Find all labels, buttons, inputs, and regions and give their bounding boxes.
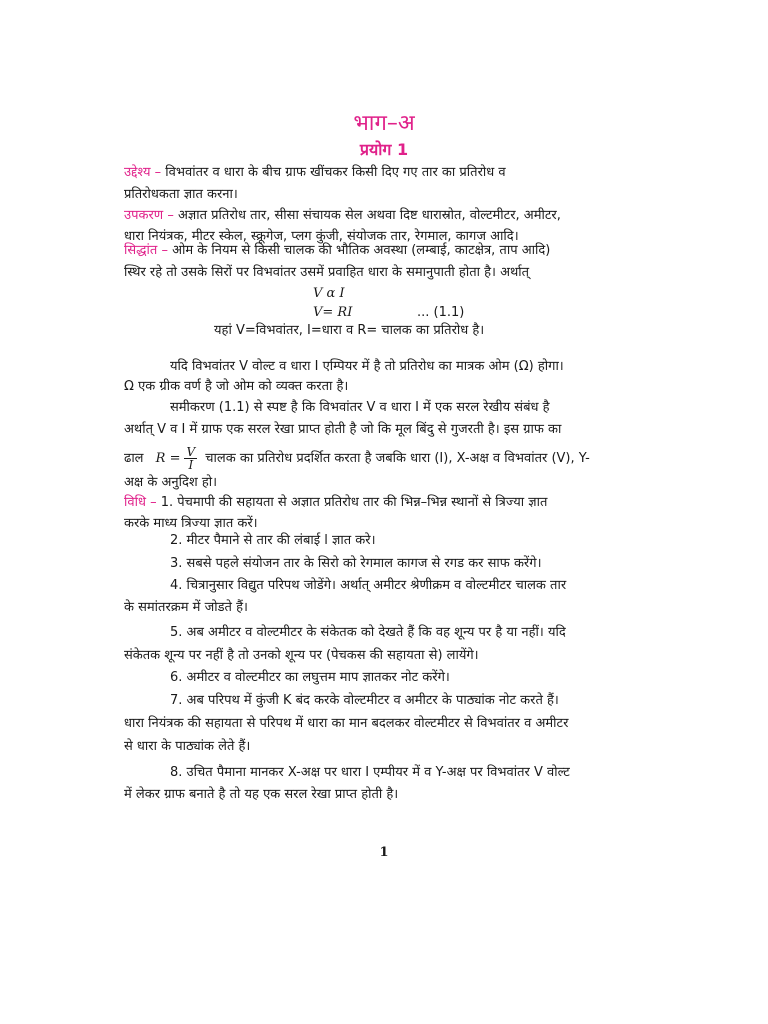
method-step-7-line-1: 7. अब परिपथ में कुंजी K बंद करके वोल्टमीटर व अमीटर के पाठ्यांक नोट करते हैं। [170, 693, 559, 708]
method-step-7-line-2: धारा नियंत्रक की सहायता से परिपथ में धारा का मान बदलकर वोल्टमीटर से विभवांतर व अमीटर [124, 716, 569, 731]
equation-proportional: V α I [313, 286, 345, 301]
method-step-6: 6. अमीटर व वोल्टमीटर का लघुत्तम माप ज्ञातकर नोट करेंगे। [170, 670, 450, 685]
method-step-1-text: 1. पेचमापी की सहायता से अज्ञात प्रतिरोध तार की भिन्न–भिन्न स्थानों से त्रिज्या ज्ञात [160, 495, 548, 510]
aim-line-1 [124, 162, 506, 184]
method-step-1-line-2: करके माध्य त्रिज्या ज्ञात करें। [124, 516, 258, 531]
para1-line-1: यदि विभवांतर V वोल्ट व धारा I एम्पियर में है तो प्रतिरोध का मात्रक ओम (Ω) होगा। [170, 359, 564, 374]
method-step-2: 2. मीटर पैमाने से तार की लंबाई l ज्ञात करे। [170, 533, 376, 548]
experiment-title: प्रयोग 1 [359, 140, 409, 159]
method-step-5-line-2: संकेतक शून्य पर नहीं है तो उनको शून्य पर (पेचकस की सहायता से) लायेंगे। [124, 648, 479, 663]
para2-line-4: अक्ष के अनुदिश हो। [124, 475, 218, 490]
aim-text-2: प्रतिरोधकता ज्ञात करना। [124, 187, 238, 202]
slope-prefix: ढाल [124, 451, 144, 466]
aim-text-1: विभवांतर व धारा के बीच ग्राफ खींचकर किसी दिए गए तार का प्रतिरोध व [165, 165, 506, 180]
method-step-8-line-1: 8. उचित पैमाना मानकर X-अक्ष पर धारा I एम्पीयर में व Y-अक्ष पर विभवांतर V वोल्ट [170, 765, 570, 780]
para2-line-2: अर्थात् V व I में ग्राफ एक सरल रेखा प्राप्त होती है जो कि मूल बिंदु से गुजरती है। इस ग्राफ का [124, 422, 562, 437]
method-step-8-line-2: में लेकर ग्राफ बनाते है तो यह एक सरल रेखा प्राप्त होती है। [124, 787, 399, 802]
slope-text: चालक का प्रतिरोध प्रदर्शित करता है जबकि धारा (I), X-अक्ष व विभवांतर (V), Y- [205, 451, 590, 466]
apparatus-line-1 [124, 205, 561, 227]
equation-ohms-law: V= RI [313, 305, 353, 320]
para2-slope-line [124, 446, 590, 471]
method-step-5-line-1: 5. अब अमीटर व वोल्टमीटर के संकेतक को देखते हैं कि वह शून्य पर है या नहीं। यदि [170, 625, 566, 640]
para1-line-2: Ω एक ग्रीक वर्ण है जो ओम को व्यक्त करता है। [124, 379, 349, 394]
apparatus-label: उपकरण – [124, 208, 174, 223]
theory-text-2: स्थिर रहे तो उसके सिरों पर विभवांतर उसमें प्रवाहित धारा के समानुपाती होता है। अर्थात् [124, 265, 530, 280]
method-step-3: 3. सबसे पहले संयोजन तार के सिरो को रेगमाल कागज से रगड कर साफ करेंगे। [170, 556, 542, 571]
method-step-4-line-1: 4. चित्रानुसार विद्युत परिपथ जोडेंगे। अर्थात् अमीटर श्रेणीक्रम व वोल्टमीटर चालक तार [170, 578, 567, 593]
theory-definitions: यहां V=विभवांतर, I=धारा व R= चालक का प्रतिरोध है। [214, 323, 485, 338]
equation-tag: ... (1.1) [417, 305, 465, 320]
method-step-7-line-3: से धारा के पाठ्यांक लेते हैं। [124, 739, 251, 754]
method-step-4-line-2: के समांतरक्रम में जोडते हैं। [124, 600, 248, 615]
para2-line-1: समीकरण (1.1) से स्पष्ट है कि विभवांतर V व धारा I में एक सरल रेखीय संबंध है [170, 400, 550, 415]
page-number: 1 [379, 845, 389, 860]
apparatus-text-2: धारा नियंत्रक, मीटर स्केल, स्क्रूगेज, प्लग कुंजी, संयोजक तार, रेगमाल, कागज आदि। [124, 229, 519, 244]
slope-lhs: R = [155, 451, 181, 466]
method-step-1-line-1 [124, 492, 547, 514]
apparatus-text-1: अज्ञात प्रतिरोध तार, सीसा संचायक सेल अथवा दिष्ट धारास्रोत, वोल्टमीटर, अमीटर, [177, 208, 561, 223]
slope-numerator: V [186, 445, 196, 459]
theory-line-1 [124, 240, 550, 262]
slope-denominator: I [188, 458, 194, 472]
method-label: विधि – [124, 495, 157, 510]
aim-label: उद्देश्य – [124, 165, 162, 180]
theory-label: सिद्धांत – [124, 243, 168, 258]
theory-text-1: ओम के नियम से किसी चालक की भौतिक अवस्था (लम्बाई, काटक्षेत्र, ताप आदि) [172, 243, 551, 258]
slope-fraction [184, 446, 197, 471]
part-title: भाग–अ [353, 111, 415, 136]
